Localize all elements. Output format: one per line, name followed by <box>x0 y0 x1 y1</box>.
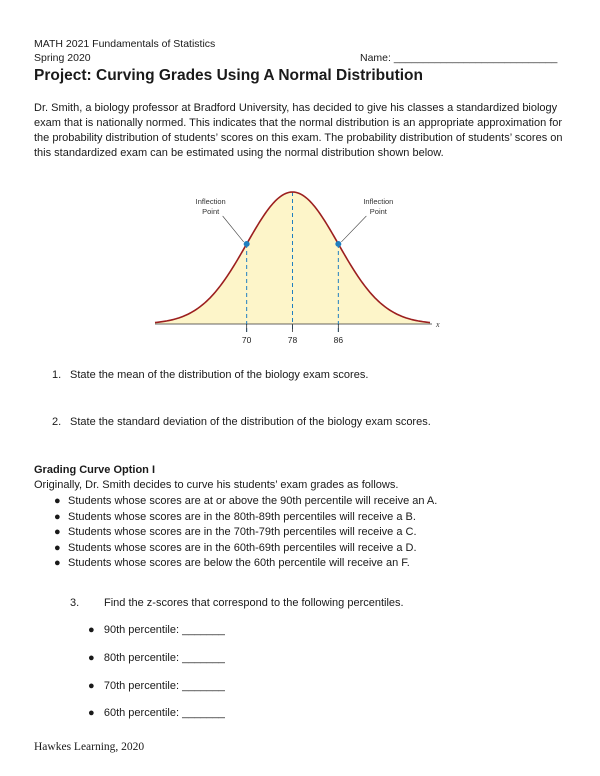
bullet-icon: ● <box>88 707 95 719</box>
bullet-icon: ● <box>54 557 61 569</box>
list-item: ● Students whose scores are in the 70th-79th percentiles will receive a C. <box>34 525 574 541</box>
inflection-point-label: Point <box>369 207 387 216</box>
list-item: ● Students whose scores are at or above the 90th percentile will receive an A. <box>34 494 574 510</box>
percentile-80: ● 80th percentile: _______ <box>88 652 225 664</box>
footer-credit: Hawkes Learning, 2020 <box>34 741 145 753</box>
x-tick-label: 78 <box>287 335 298 345</box>
question-3: Find the z-scores that correspond to the following percentiles. <box>104 597 404 609</box>
list-item: ● Students whose scores are below the 60th percentile will receive an F. <box>34 556 574 572</box>
page-title: Project: Curving Grades Using A Normal Distribution <box>34 67 423 84</box>
grade-criteria-list <box>34 494 574 572</box>
x-tick-label: 70 <box>241 335 252 345</box>
inflection-point-label: Inflection <box>363 197 394 206</box>
list-item: ● Students whose scores are in the 60th-69th percentiles will receive a D. <box>34 541 574 557</box>
bullet-icon: ● <box>88 624 95 636</box>
question-3-number: 3. <box>70 597 80 609</box>
question-1-number: 1. <box>52 369 62 381</box>
course-name: MATH 2021 Fundamentals of Statistics <box>34 38 216 50</box>
percentile-90: ● 90th percentile: _______ <box>88 624 225 636</box>
x-axis-label: x <box>436 320 440 329</box>
inflection-point-marker <box>335 241 341 247</box>
x-tick-label: 86 <box>333 335 344 345</box>
question-2-number: 2. <box>52 416 62 428</box>
bullet-icon: ● <box>54 541 61 554</box>
percentile-60: ● 60th percentile: _______ <box>88 707 225 719</box>
inflection-point-label: Point <box>202 207 220 216</box>
question-2: State the standard deviation of the distribution of the biology exam scores. <box>70 416 431 428</box>
section-intro: Originally, Dr. Smith decides to curve his students’ exam grades as follows. <box>34 479 399 491</box>
annotation-leader-line <box>341 216 366 242</box>
bullet-icon: ● <box>88 652 95 664</box>
annotation-leader-line <box>223 216 244 242</box>
bullet-icon: ● <box>88 680 95 692</box>
section-heading: Grading Curve Option I <box>34 464 156 476</box>
bullet-icon: ● <box>54 526 61 538</box>
inflection-point-marker <box>244 241 250 247</box>
intro-paragraph: Dr. Smith, a biology professor at Bradford University, has decided to give his classes a standardized biology exam that is nationally normed. This indicates that the normal distribution is an appropriate approximation for the probability distribution of students’ scores on this exam. The probability distribution of students’ scores on this standardized exam can be estimated using the normal distribution shown below. <box>34 102 563 159</box>
question-1: State the mean of the distribution of the biology exam scores. <box>70 369 369 381</box>
bullet-icon: ● <box>54 495 61 507</box>
list-item: ● Students whose scores are in the 80th-89th percentiles will receive a B. <box>34 510 574 526</box>
term: Spring 2020 <box>34 52 91 64</box>
percentile-70: ● 70th percentile: _______ <box>88 680 225 692</box>
inflection-point-label: Inflection <box>195 197 226 206</box>
name-field-label: Name: ____________________________ <box>360 52 558 64</box>
bullet-icon: ● <box>54 510 61 523</box>
